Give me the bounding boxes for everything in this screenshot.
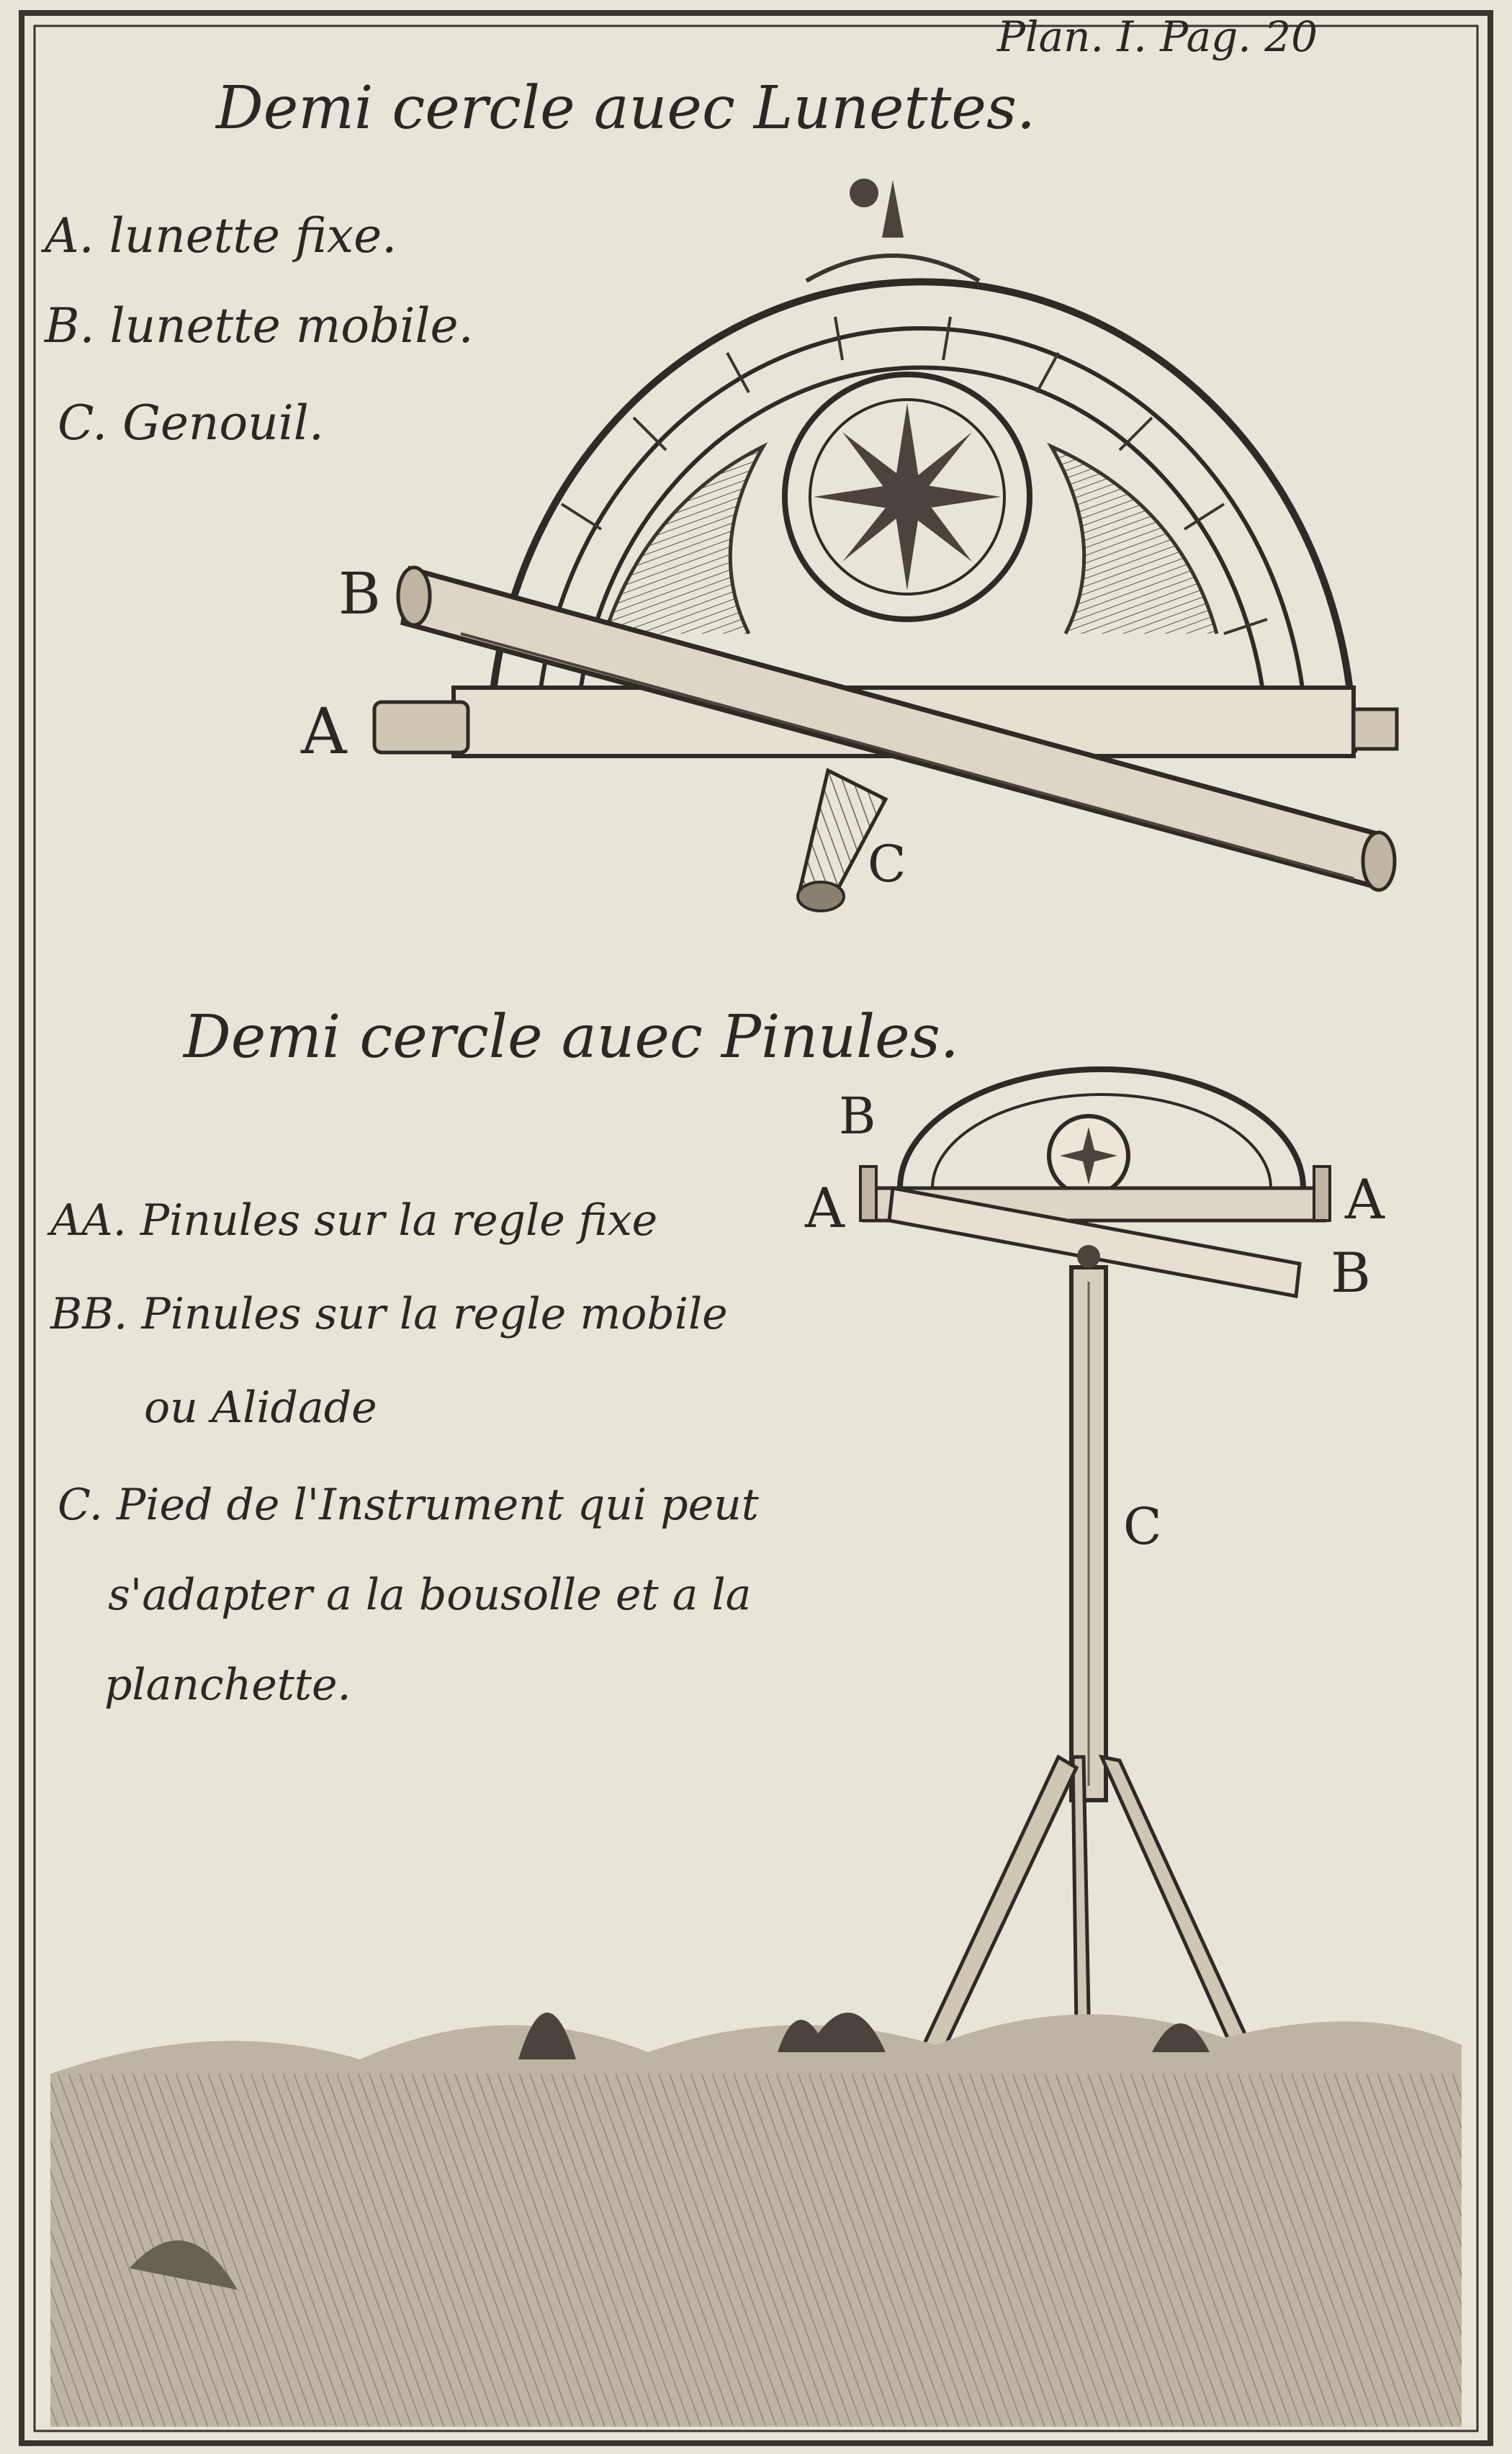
figure2-legend-c-line2: s'adapter a la bousolle et a la (108, 1570, 752, 1620)
figure2-title: Demi cercle auec Pinules. (184, 1003, 959, 1071)
figure1-legend-a: A. lunette fixe. (45, 208, 397, 264)
figure2-legend-c: C. Pied de l'Instrument qui peut (58, 1480, 759, 1530)
figure2-legend-bb-cont: ou Alidade (144, 1383, 377, 1433)
figure2-legend-aa: AA. Pinules sur la regle fixe (50, 1195, 658, 1246)
figure2-legend-bb: BB. Pinules sur la regle mobile (50, 1289, 728, 1339)
figure2-marker-a-right: A (1345, 1167, 1385, 1231)
figure1-legend-b: B. lunette mobile. (45, 298, 474, 354)
figure1-title: Demi cercle auec Lunettes. (216, 74, 1036, 143)
page-reference: Plan. I. Pag. 20 (997, 12, 1318, 61)
figure2-marker-a-left: A (805, 1176, 845, 1240)
figure2-marker-c: C (1123, 1497, 1162, 1556)
figure1-marker-c: C (868, 835, 906, 894)
figure1-legend-c: C. Genouil. (58, 395, 324, 451)
landscape-ground (50, 2013, 1462, 2427)
figure2-legend-c-line3: planchette. (104, 1660, 351, 1710)
figure1-marker-b: B (338, 560, 381, 627)
figure1-marker-a: A (301, 694, 347, 768)
figure2-marker-b-right: B (1331, 1241, 1371, 1305)
figure2-marker-b-top: B (839, 1087, 876, 1146)
semicircle-with-telescopes (374, 179, 1397, 911)
